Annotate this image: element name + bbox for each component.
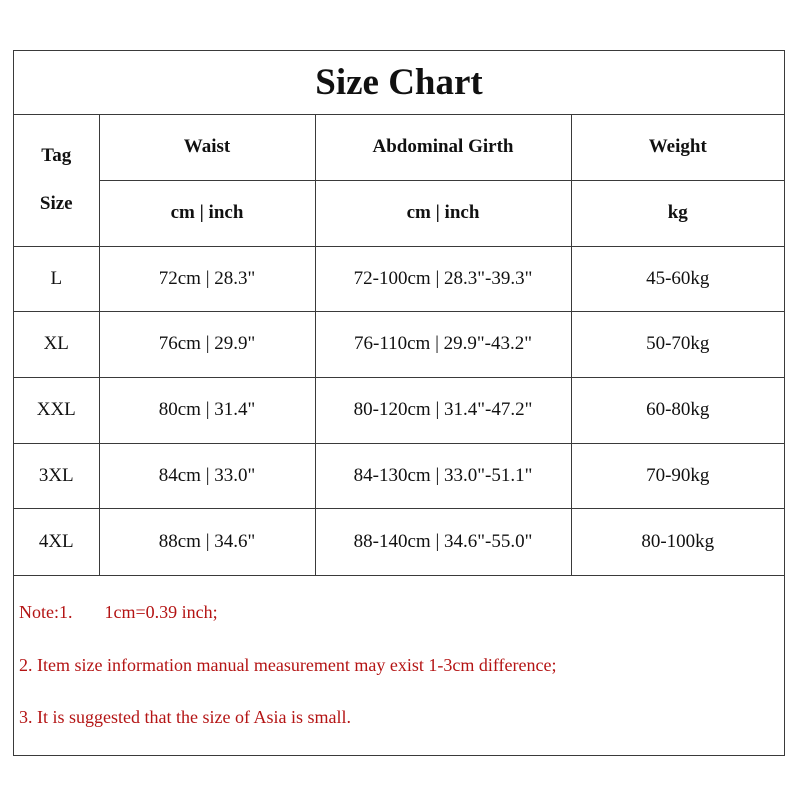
size-cell: XXL (14, 377, 99, 443)
girth-cell: 84-130cm | 33.0"-51.1" (315, 443, 571, 508)
header-tag-size-line1: Tag (41, 145, 72, 167)
girth-cell: 76-110cm | 29.9"-43.2" (315, 311, 571, 377)
table-row (14, 246, 784, 311)
waist-cell: 88cm | 34.6" (99, 508, 315, 575)
unit-weight: kg (571, 180, 784, 246)
weight-cell: 50-70kg (571, 311, 784, 377)
size-cell: 4XL (14, 508, 99, 575)
girth-cell: 72-100cm | 28.3"-39.3" (315, 246, 571, 311)
size-cell: 3XL (14, 443, 99, 508)
weight-cell: 70-90kg (571, 443, 784, 508)
header-tag-size (14, 115, 99, 246)
header-row (14, 115, 784, 180)
unit-girth: cm | inch (315, 180, 571, 246)
note-2: 2. Item size information manual measurement may exist 1-3cm difference; (19, 655, 557, 675)
waist-cell: 80cm | 31.4" (99, 377, 315, 443)
size-table (14, 115, 784, 576)
header-abdominal-girth: Abdominal Girth (315, 115, 571, 180)
girth-cell: 80-120cm | 31.4"-47.2" (315, 377, 571, 443)
unit-waist: cm | inch (99, 180, 315, 246)
note-3: 3. It is suggested that the size of Asia is small. (19, 707, 351, 727)
note-1 (19, 602, 218, 623)
waist-cell: 84cm | 33.0" (99, 443, 315, 508)
header-tag-size-line2: Size (39, 193, 73, 215)
table-row (14, 443, 784, 508)
weight-cell: 80-100kg (571, 508, 784, 575)
waist-cell: 76cm | 29.9" (99, 311, 315, 377)
weight-cell: 60-80kg (571, 377, 784, 443)
unit-row (14, 180, 784, 246)
note-1-text: 1cm=0.39 inch; (104, 602, 218, 622)
chart-title: Size Chart (14, 51, 784, 115)
table-row (14, 377, 784, 443)
girth-cell: 88-140cm | 34.6"-55.0" (315, 508, 571, 575)
weight-cell: 45-60kg (571, 246, 784, 311)
size-chart-frame (13, 50, 785, 756)
size-cell: XL (14, 311, 99, 377)
note-1-prefix: Note:1. (19, 602, 73, 622)
table-row (14, 508, 784, 575)
size-cell: L (14, 246, 99, 311)
waist-cell: 72cm | 28.3" (99, 246, 315, 311)
table-row (14, 311, 784, 377)
header-weight: Weight (571, 115, 784, 180)
header-waist: Waist (99, 115, 315, 180)
